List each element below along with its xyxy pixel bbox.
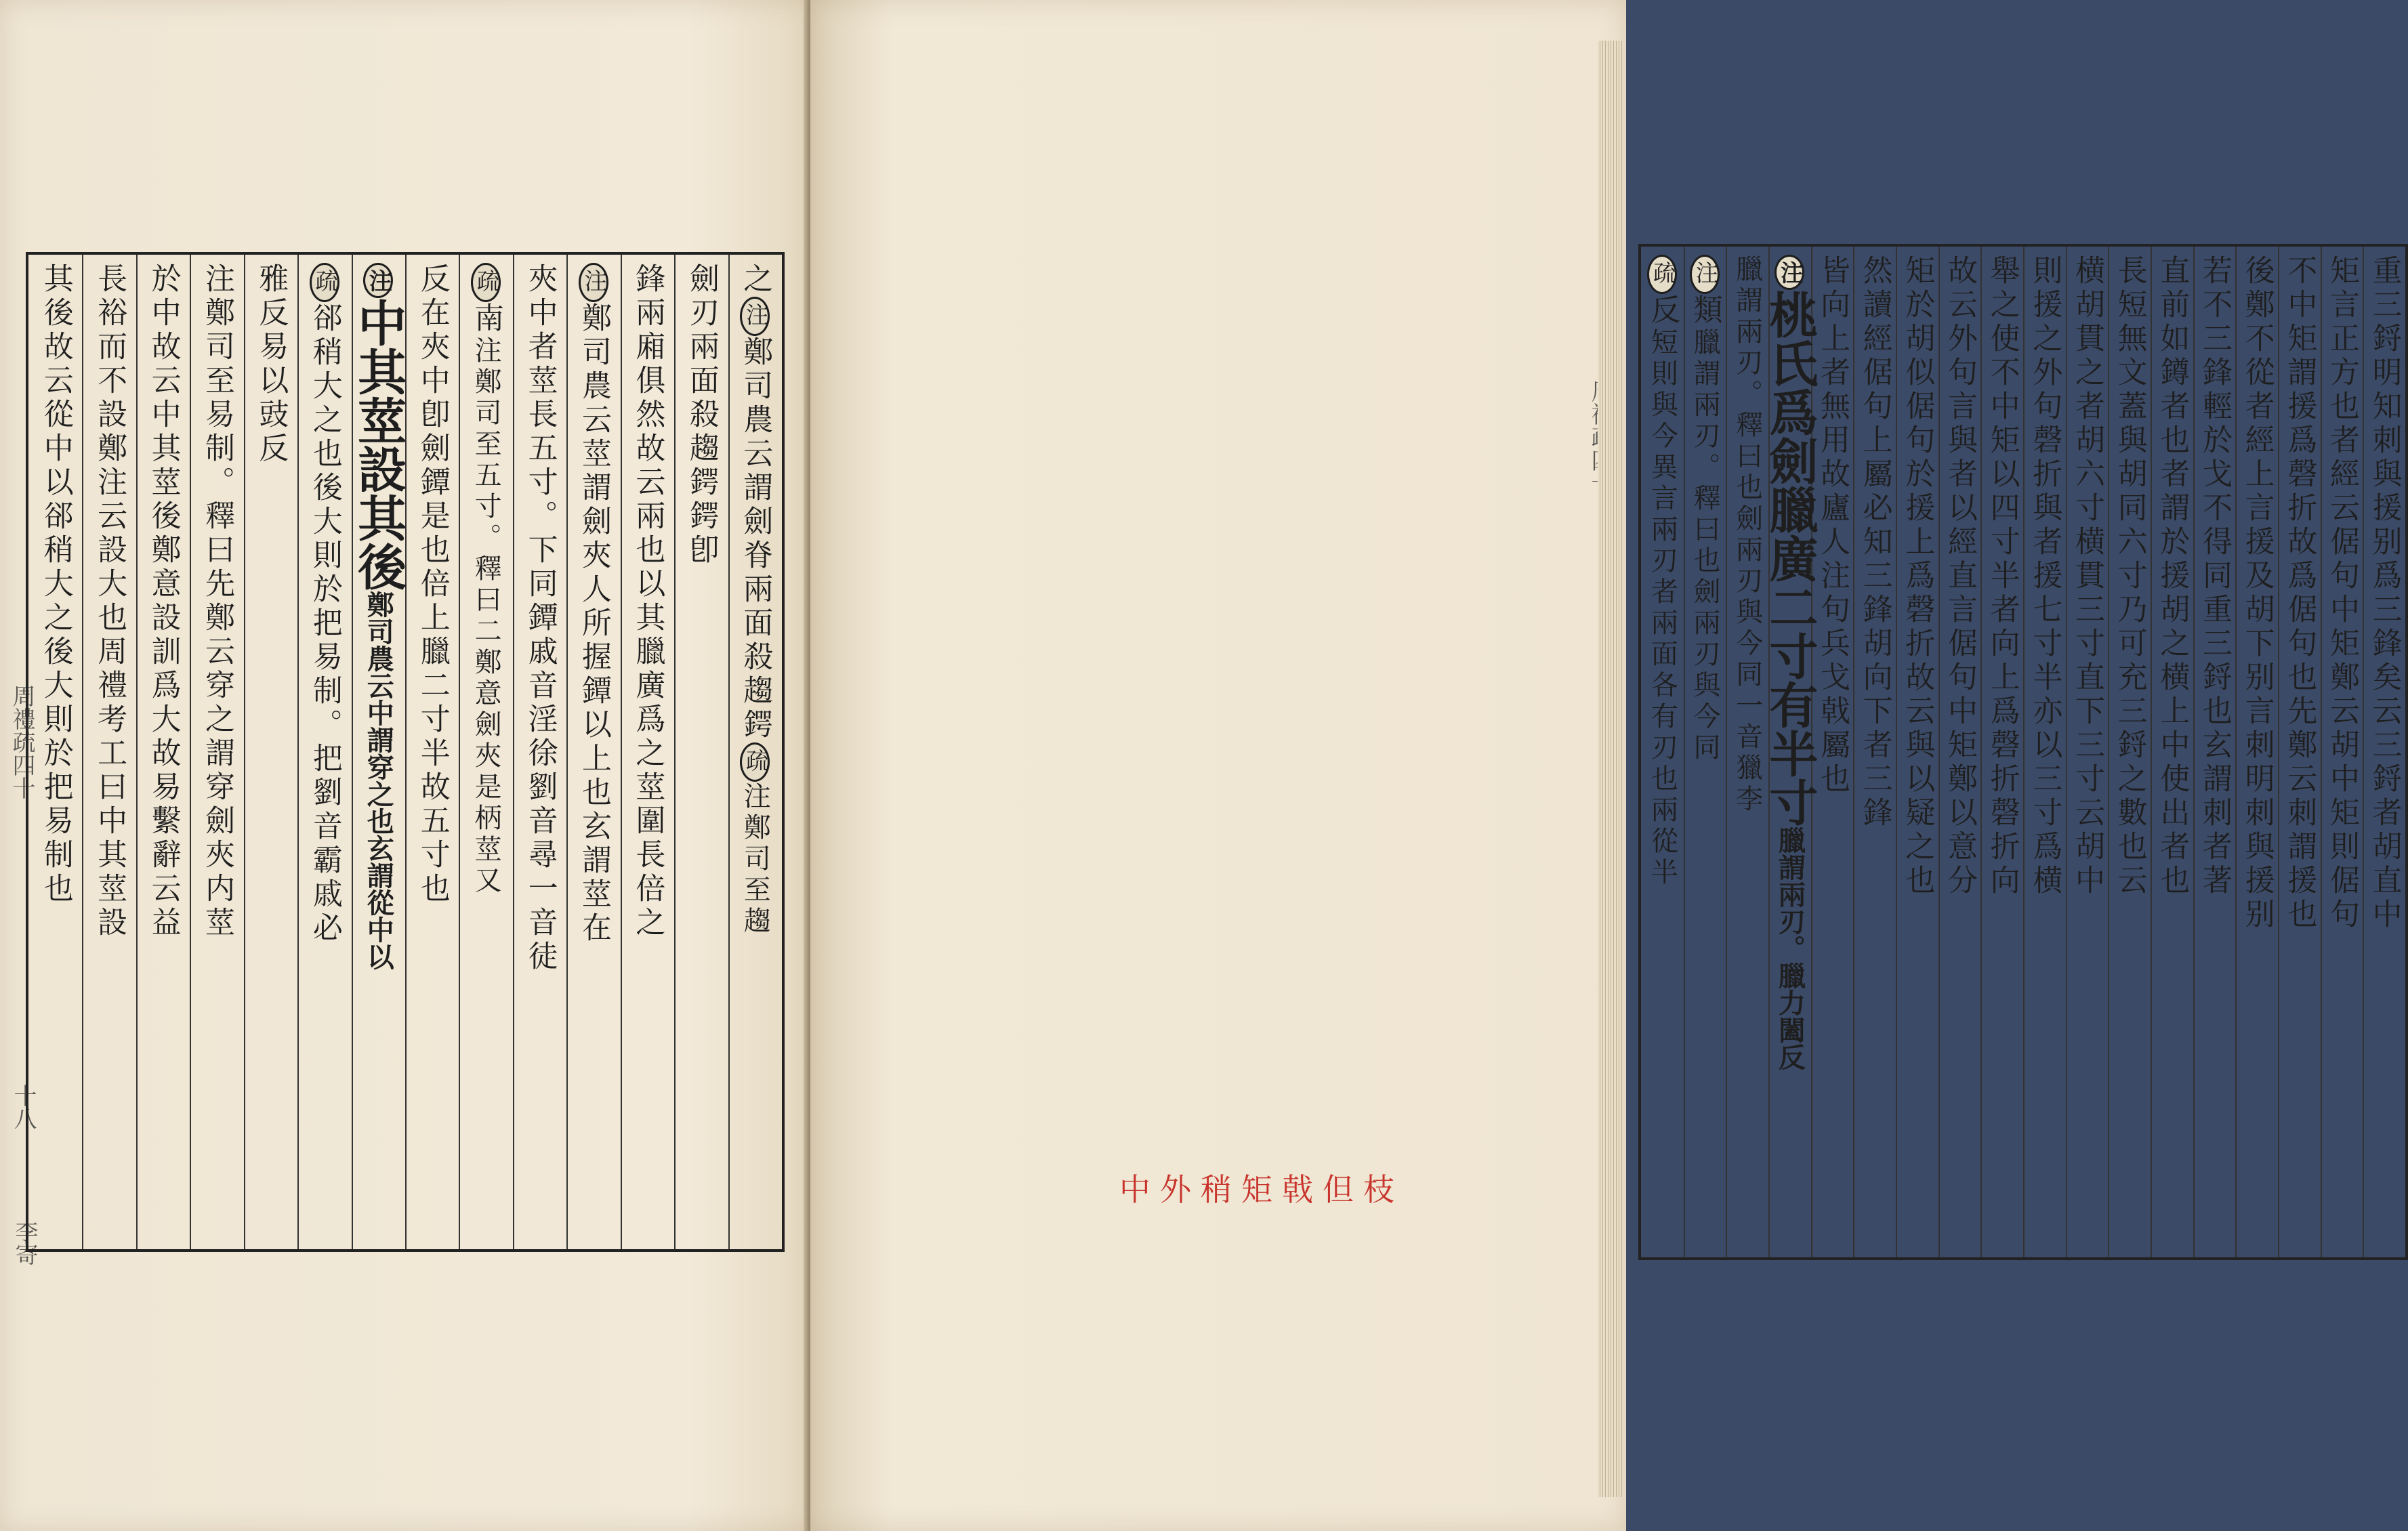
left-text-column xyxy=(92,263,127,940)
commentary-marker: 疏 xyxy=(1647,255,1677,294)
column-text: 矩於胡似倨句於援上爲磬折故云與以疑之也 xyxy=(1900,255,1935,898)
column-text: 皆向上者無用故廬人注句兵戈戟屬也 xyxy=(1815,255,1850,797)
column-text: 類 xyxy=(1688,294,1722,328)
column-text: 反在夾中卽劍鐔是也倍上臘二寸半故五寸也 xyxy=(415,263,450,906)
left-column-rule xyxy=(674,255,676,1249)
column-text: 若不三鋒輕於戈不得同重三鋝也玄謂刺者著 xyxy=(2197,255,2232,898)
right-text-column xyxy=(1815,255,1850,797)
commentary-marker: 注 xyxy=(740,297,770,336)
left-column-rule xyxy=(513,255,514,1249)
column-text: 横胡貫之者胡六寸横貫三寸直下三寸云胡中 xyxy=(2070,255,2104,898)
commentary-marker: 疏 xyxy=(740,742,770,782)
column-text: 鄭司農云莖謂劍夾人所握鐔以上也玄謂莖在 xyxy=(577,302,611,946)
commentary-marker: 疏 xyxy=(471,263,501,302)
column-text: 注鄭司至易制。釋曰先鄭云穿之謂穿劍夾内莖 xyxy=(200,263,234,940)
left-column-rule xyxy=(82,255,83,1249)
page-edges xyxy=(1598,41,1622,1497)
column-text: 郤稍大之也後大則於把易制。把劉音霸戚必 xyxy=(307,302,342,946)
left-column-rule xyxy=(244,255,245,1249)
right-text-column xyxy=(2072,255,2102,898)
annotation-text: 短則與今異言兩刃者兩面各有刃也兩從半 xyxy=(1646,328,1678,889)
column-text: 長短無文蓋與胡同六寸乃可充三鋝之數也云 xyxy=(2112,255,2147,898)
right-text-column xyxy=(1943,255,1977,898)
left-text-frame xyxy=(26,252,785,1252)
right-text-column xyxy=(2197,255,2232,898)
left-text-column xyxy=(577,263,611,946)
left-column-rule xyxy=(621,255,622,1249)
annotation-text: 臘謂兩刃。釋曰也劍兩刃與今同一音獵李 xyxy=(1731,255,1763,816)
left-column-rule xyxy=(190,255,191,1249)
right-text-frame xyxy=(1638,244,2408,1260)
right-text-column xyxy=(1732,255,1762,816)
column-text: 中其莖設其後 xyxy=(350,298,408,591)
column-text: 鋒兩廂俱然故云兩也以其臘廣爲之莖圍長倍之 xyxy=(630,263,665,940)
right-text-column xyxy=(1857,255,1892,831)
annotation-text: 鄭司農云中謂穿之也玄謂從中以 xyxy=(362,591,395,970)
left-text-column xyxy=(350,263,408,970)
left-text-column xyxy=(684,263,719,568)
right-text-column xyxy=(1690,255,1720,764)
annotation-text: 注鄭司至趨 xyxy=(739,782,771,938)
column-text: 於中故云中其莖後鄭意設訓爲大故易繫辭云益 xyxy=(146,263,181,940)
right-text-column xyxy=(2112,255,2147,898)
column-text: 長裕而不設鄭注云設大也周禮考工曰中其莖設 xyxy=(92,263,127,940)
right-column-rule xyxy=(1980,247,1982,1257)
column-text: 則援之外句磬折與者援七寸半亦以三寸爲横 xyxy=(2027,255,2062,898)
right-column-rule xyxy=(2278,247,2279,1257)
commentary-marker: 注 xyxy=(579,263,608,302)
annotation-text: 注鄭司至五寸。釋曰二鄭意劍夾是柄莖又 xyxy=(470,336,502,897)
column-text: 不中矩謂援爲磬折故爲倨句也先鄭云刺謂援也 xyxy=(2282,255,2317,932)
column-text: 南 xyxy=(469,302,504,336)
right-column-rule xyxy=(2108,247,2109,1257)
red-annotation: 中外稍矩戟但枝 xyxy=(1119,1171,1404,1208)
column-text: 故云外句言與者以經直言倨句中矩鄭以意分 xyxy=(1943,255,1977,898)
left-text-column xyxy=(253,263,289,466)
commentary-marker: 注 xyxy=(1690,255,1720,294)
left-column-rule xyxy=(566,255,568,1249)
right-column-rule xyxy=(2151,247,2152,1257)
right-column-rule xyxy=(1896,247,1897,1257)
column-text: 夾中者莖長五寸。下同鐔戚音淫徐劉音尋一音徒 xyxy=(522,263,558,974)
left-text-column xyxy=(307,263,342,946)
right-text-column xyxy=(1645,255,1680,889)
left-text-column xyxy=(415,263,450,906)
left-text-column xyxy=(469,263,504,897)
column-text: 後鄭不從者經上言援及胡下别言刺明刺與援别 xyxy=(2239,255,2275,932)
right-column-rule xyxy=(2235,247,2237,1257)
right-column-rule xyxy=(2193,247,2195,1257)
column-text: 直前如鐏者也者謂於援胡之横上中使出者也 xyxy=(2155,255,2190,898)
right-column-rule xyxy=(1853,247,1854,1257)
right-text-column xyxy=(1900,255,1935,898)
column-text: 重三鋝明知刺與援别爲三鋒矣云三鋝者胡直中 xyxy=(2367,255,2402,932)
right-text-column xyxy=(2027,255,2062,898)
column-text: 雅反易以豉反 xyxy=(253,263,289,466)
right-text-column xyxy=(2155,255,2190,898)
left-page xyxy=(0,0,812,1531)
annotation-text: 臘謂兩刃。釋曰也劍兩刃與今同 xyxy=(1689,328,1720,764)
right-column-rule xyxy=(2066,247,2067,1257)
right-column-rule xyxy=(1768,247,1770,1257)
right-column-rule xyxy=(1726,247,1727,1257)
column-text: 桃氏爲劍臘廣二寸有半寸 xyxy=(1761,290,1819,826)
left-margin-title: 周禮疏四十 xyxy=(8,684,35,799)
column-text: 劍刃兩面殺趨鍔鍔卽 xyxy=(684,263,719,568)
column-text: 舉之使不中矩以四寸半者向上爲磬折磬折向 xyxy=(1985,255,2020,898)
right-text-column xyxy=(2282,255,2317,932)
right-page xyxy=(810,0,2402,1531)
right-text-column xyxy=(1761,255,1819,1070)
column-text: 然讀經倨句上屬必知三鋒胡向下者三鋒 xyxy=(1857,255,1892,831)
commentary-marker: 注 xyxy=(1774,255,1804,290)
right-text-column xyxy=(1985,255,2020,898)
right-text-column xyxy=(2327,255,2357,932)
right-column-rule xyxy=(2321,247,2322,1257)
left-text-column xyxy=(630,263,665,940)
column-text: 鄭司農云謂劍脊兩面殺趨鍔 xyxy=(738,336,773,742)
column-lead-character: 之 xyxy=(738,263,773,297)
right-column-rule xyxy=(1684,247,1685,1257)
left-text-column xyxy=(146,263,181,940)
left-text-column xyxy=(38,263,73,906)
left-column-rule xyxy=(459,255,460,1249)
left-column-rule xyxy=(136,255,138,1249)
column-text: 矩言正方也者經云倨句中矩鄭云胡中矩則倨句 xyxy=(2325,255,2359,932)
left-column-rule xyxy=(728,255,730,1249)
left-margin-page: 十八 xyxy=(9,1084,37,1130)
right-text-column xyxy=(2367,255,2402,932)
right-column-rule xyxy=(2363,247,2364,1257)
right-column-rule xyxy=(2023,247,2025,1257)
right-column-rule xyxy=(1938,247,1940,1257)
left-text-column xyxy=(202,263,232,940)
column-text: 其後故云從中以郤稍大之後大則於把易制也 xyxy=(38,263,73,906)
left-margin-bottom: 李寄 xyxy=(11,1219,38,1265)
column-text: 反 xyxy=(1645,294,1680,328)
left-column-rule xyxy=(297,255,299,1249)
left-text-column xyxy=(738,263,773,938)
left-text-column xyxy=(522,263,558,974)
commentary-marker: 注 xyxy=(363,263,393,298)
left-column-rule xyxy=(352,255,353,1249)
commentary-marker: 疏 xyxy=(310,263,339,302)
annotation-text: 臘謂兩刃。臘力闔反 xyxy=(1774,826,1806,1070)
right-text-column xyxy=(2239,255,2275,932)
